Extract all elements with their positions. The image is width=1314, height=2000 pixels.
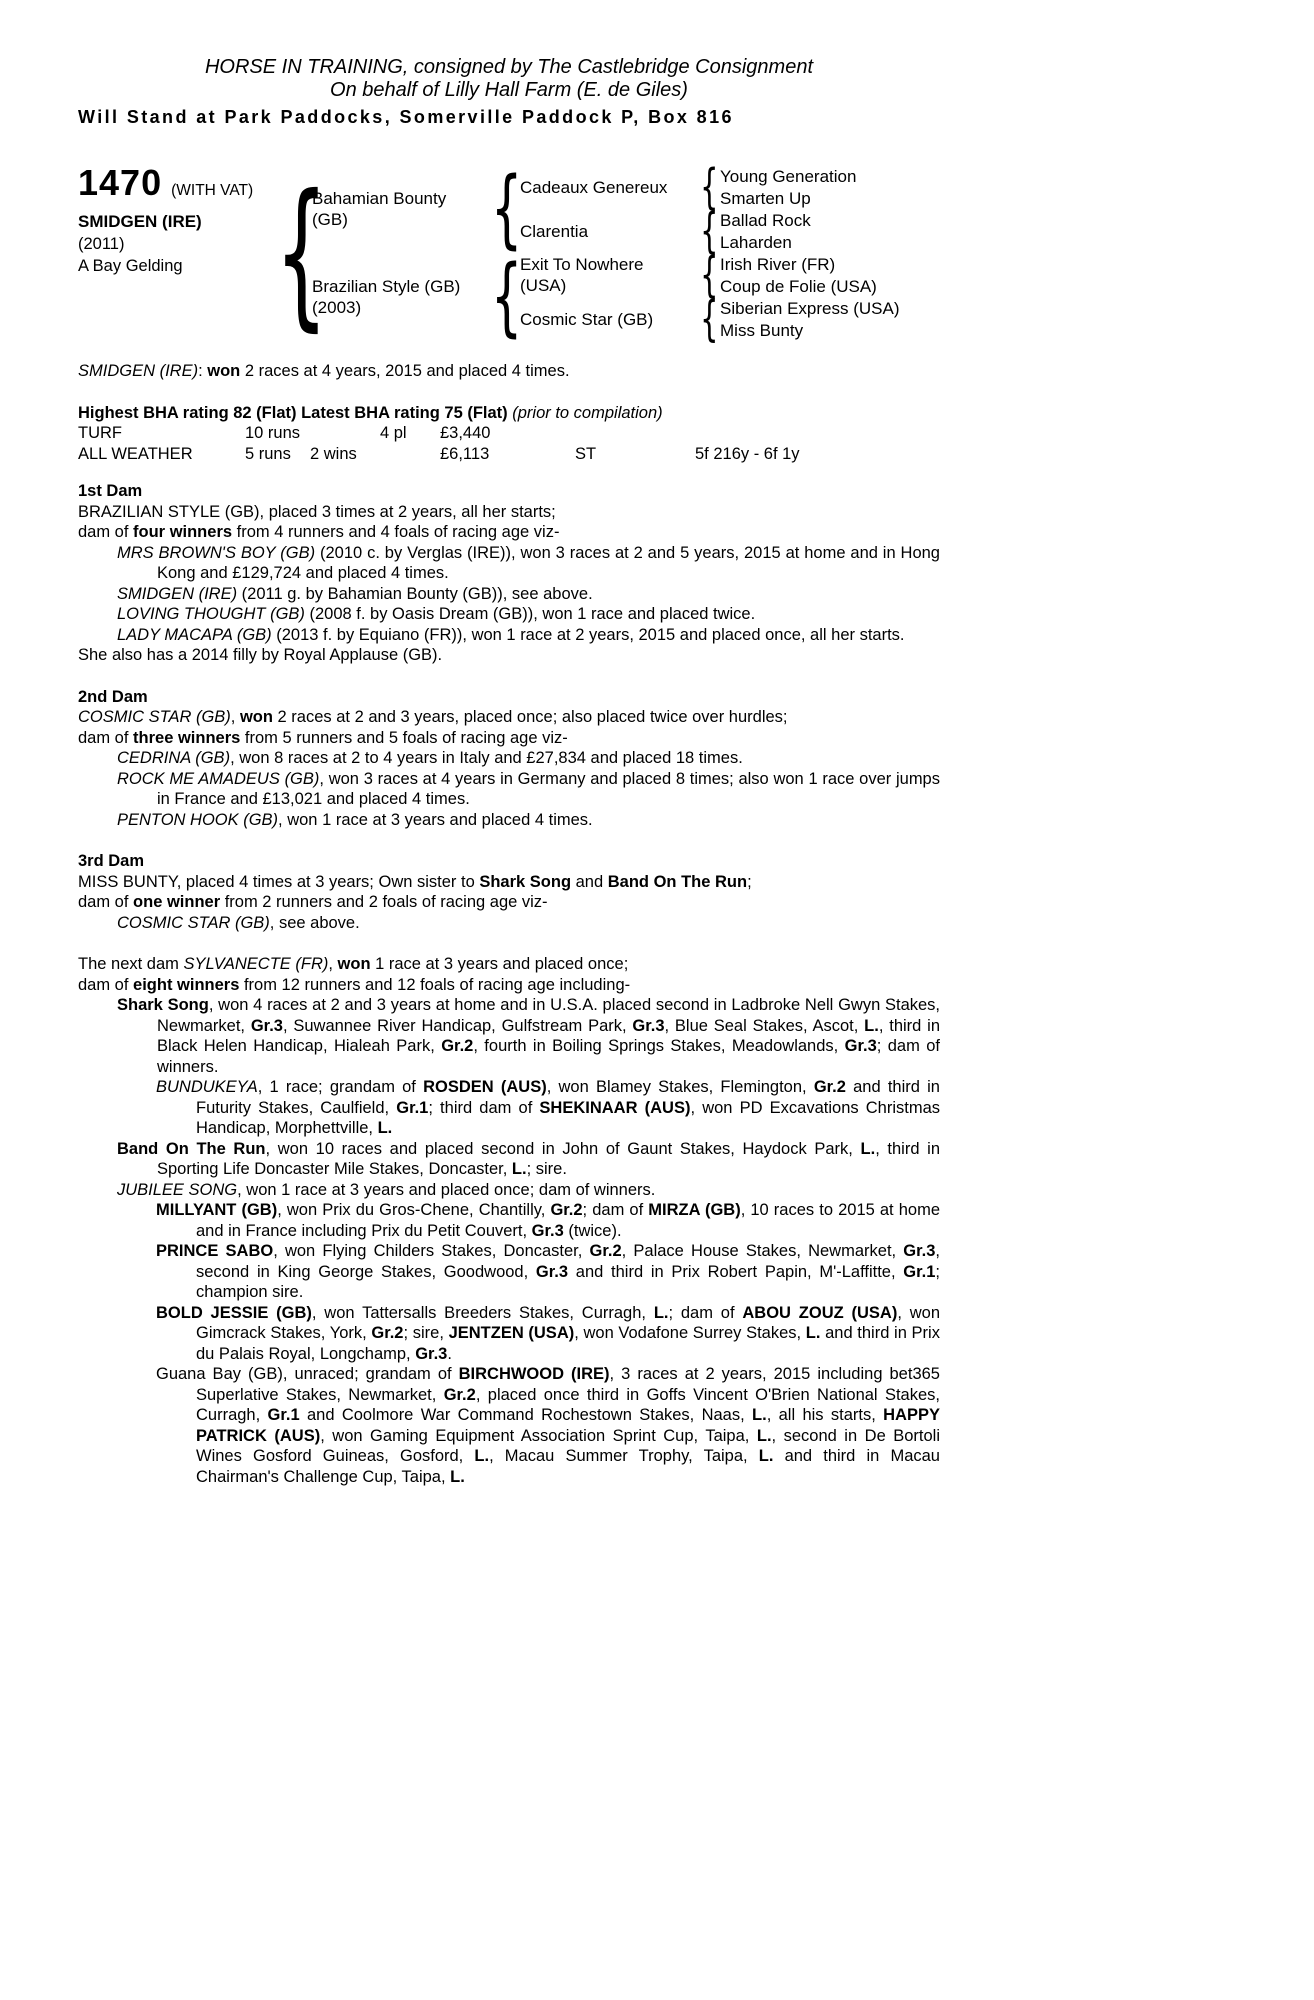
progeny-rock-me-amadeus: ROCK ME AMADEUS (GB), won 3 races at 4 years in Germany and placed 8 times; also won 1 race over jumps in France and £13,021 and placed 4 times.	[117, 769, 940, 808]
record-surface: ALL WEATHER	[78, 445, 193, 463]
dam-cell	[312, 276, 494, 318]
gen3-name: Ballad Rock	[720, 210, 811, 230]
heading-3rd-dam: 3rd Dam	[78, 852, 145, 870]
progeny-penton-hook: PENTON HOOK (GB), won 1 race at 3 years and placed 4 times.	[117, 810, 593, 829]
gen3-name: Miss Bunty	[720, 320, 804, 340]
descendant-millyant: MILLYANT (GB), won Prix du Gros-Chene, Chantilly, Gr.2; dam of MIRZA (GB), 10 races to 2015 at home and in France including Prix du Petit Couvert, Gr.3 (twice).	[156, 1201, 940, 1240]
lot-header	[78, 162, 940, 343]
dam-dam-cell: Cosmic Star (GB)	[520, 309, 654, 329]
horse-name: SMIDGEN (IRE)	[78, 211, 202, 231]
stand-location-line: Will Stand at Park Paddocks, Somerville Paddock P, Box 816	[78, 107, 734, 127]
progeny-cosmic-star: COSMIC STAR (GB), see above.	[117, 913, 360, 932]
bha-rating-line: Highest BHA rating 82 (Flat) Latest BHA rating 75 (Flat) (prior to compilation)	[78, 403, 663, 422]
gen3-name: Coup de Folie (USA)	[720, 276, 877, 296]
sire-suffix: (GB)	[312, 210, 348, 229]
descendant-shark-song: Shark Song, won 4 races at 2 and 3 years at home and in U.S.A. placed second in Ladbroke Nell Gwyn Stakes, Newmarket, Gr.3, Suwannee River Handicap, Gulfstream Park, Gr.3, Blue Seal Stakes, Ascot, L., third in Black Helen Handicap, Hialeah Park, Gr.2, fourth in Boiling Springs Stakes, Meadowlands, Gr.3; dam of winners.	[117, 996, 941, 1076]
consignor-line: HORSE IN TRAINING, consigned by The Castlebridge Consignment	[204, 56, 814, 78]
heading-2nd-dam: 2nd Dam	[78, 687, 148, 706]
record-placed	[380, 444, 440, 465]
pedigree-table	[290, 165, 900, 343]
next-dam-record: The next dam SYLVANECTE (FR), won 1 race at 3 years and placed once; dam of eight winners from 12 runners and 12 foals of racing age including-	[78, 955, 631, 994]
foaling-year: (2011)	[78, 234, 125, 253]
record-runs: 10 runs	[245, 424, 301, 442]
record-earnings: £3,440	[440, 424, 491, 442]
dam-sire-suffix: (USA)	[520, 276, 567, 295]
heading-1st-dam: 1st Dam	[78, 482, 143, 500]
record-placed: 4 pl	[380, 424, 407, 442]
sire-dam-cell: Clarentia	[520, 221, 589, 241]
dam-year: (2003)	[312, 298, 362, 317]
lot-number-row	[78, 162, 290, 203]
sire-cell	[312, 188, 494, 230]
pedigree-brace-sire	[494, 165, 520, 253]
record-st: ST	[575, 445, 597, 463]
progeny-loving-thought: LOVING THOUGHT (GB) (2008 f. by Oasis Dream (GB)), won 1 race and placed twice.	[117, 605, 756, 623]
gen3-name: Siberian Express (USA)	[720, 298, 900, 318]
horse-description: A Bay Gelding	[78, 256, 183, 275]
pedigree-brace-g3-4	[698, 297, 720, 341]
descendant-bold-jessie: BOLD JESSIE (GB), won Tattersalls Breeders Stakes, Curragh, L.; dam of ABOU ZOUZ (USA), won Gimcrack Stakes, York, Gr.2; sire, JENTZEN (USA), won Vodafone Surrey Stakes, L. and third in Prix du Palais Royal, Longchamp, Gr.3.	[156, 1303, 941, 1363]
gen3-name: Irish River (FR)	[720, 254, 836, 274]
progeny-lady-macapa: LADY MACAPA (GB) (2013 f. by Equiano (FR)), won 1 race at 2 years, 2015 and placed once, all her starts.	[117, 625, 905, 644]
record-runs: 5 runs	[245, 445, 291, 463]
dam-name: Brazilian Style (GB)	[312, 277, 461, 296]
record-st	[575, 423, 695, 444]
additional-foal-note: She also has a 2014 filly by Royal Applause (GB).	[78, 646, 443, 664]
dam-sire-name: Exit To Nowhere	[520, 255, 644, 274]
on-behalf-line: On behalf of Lilly Hall Farm (E. de Giles)	[330, 79, 688, 101]
descendant-band-on-the-run: Band On The Run, won 10 races and placed second in John of Gaunt Stakes, Haydock Park, L., third in Sporting Life Doncaster Mile Stakes, Doncaster, L.; sire.	[117, 1139, 941, 1178]
record-wins	[310, 423, 380, 444]
gen3-name: Smarten Up	[720, 188, 811, 208]
gen3-name: Young Generation	[720, 166, 857, 186]
lot-number: 1470	[78, 162, 163, 203]
record-wins: 2 wins	[310, 445, 357, 463]
descendant-bundukeya: BUNDUKEYA, 1 race; grandam of ROSDEN (AUS), won Blamey Stakes, Flemington, Gr.2 and third in Futurity Stakes, Caulfield, Gr.1; third dam of SHEKINAAR (AUS), won PD Excavations Christmas Handicap, Morphettville, L.	[156, 1078, 941, 1137]
record-earnings: £6,113	[440, 445, 490, 463]
descendant-jubilee-song: JUBILEE SONG, won 1 race at 3 years and placed once; dam of winners.	[117, 1180, 656, 1199]
race-summary: SMIDGEN (IRE): won 2 races at 4 years, 2015 and placed 4 times.	[78, 362, 570, 380]
descendant-prince-sabo: PRINCE SABO, won Flying Childers Stakes, Doncaster, Gr.2, Palace House Stakes, Newmarket, Gr.3, second in King George Stakes, Goodwood, Gr.3 and third in Prix Robert Papin, M'-Laffitte, Gr.1; champion sire.	[156, 1242, 940, 1301]
lot-info	[78, 162, 290, 343]
progeny-smidgen: SMIDGEN (IRE) (2011 g. by Bahamian Bounty (GB)), see above.	[117, 584, 593, 603]
record-distance	[695, 423, 940, 444]
first-dam-record: BRAZILIAN STYLE (GB), placed 3 times at 2 years, all her starts; dam of four winners from 4 runners and 4 foals of racing age viz-	[78, 502, 560, 541]
race-record-table	[78, 423, 940, 465]
record-distance: 5f 216y - 6f 1y	[695, 445, 800, 463]
progeny-mrs-browns-boy: MRS BROWN'S BOY (GB) (2010 c. by Verglas (IRE)), won 3 races at 2 and 5 years, 2015 at home and in Hong Kong and £129,724 and placed 4 times.	[117, 543, 940, 582]
dam-sire-cell	[520, 254, 698, 296]
descendant-guana-bay: Guana Bay (GB), unraced; grandam of BIRCHWOOD (IRE), 3 races at 2 years, 2015 including bet365 Superlative Stakes, Newmarket, Gr.2, placed once third in Goffs Vincent O'Brien National Stakes, Curragh, Gr.1 and Coolmore War Command Rochestown Stakes, Naas, L., all his starts, HAPPY PATRICK (AUS), won Gaming Equipment Association Sprint Cup, Taipa, L., second in De Bortoli Wines Gosford Guineas, Gosford, L., Macau Summer Trophy, Taipa, L. and third in Macau Chairman's Challenge Cup, Taipa, L.	[156, 1365, 941, 1486]
sire-sire-cell: Cadeaux Genereux	[520, 177, 668, 197]
pedigree-brace-dam	[494, 253, 520, 341]
record-surface: TURF	[78, 424, 122, 442]
third-dam-record: MISS BUNTY, placed 4 times at 3 years; Own sister to Shark Song and Band On The Run; dam of one winner from 2 runners and 2 foals of racing age viz-	[78, 872, 752, 911]
gen3-name: Laharden	[720, 232, 792, 252]
pedigree-brace-gen1	[290, 169, 312, 337]
sire-name: Bahamian Bounty	[312, 189, 447, 208]
progeny-cedrina: CEDRINA (GB), won 8 races at 2 to 4 years in Italy and £27,834 and placed 18 times.	[117, 749, 743, 767]
vat-note: (WITH VAT)	[171, 182, 254, 199]
second-dam-record: COSMIC STAR (GB), won 2 races at 2 and 3 years, placed once; also placed twice over hurdles; dam of three winners from 5 runners and 5 foals of racing age viz-	[78, 708, 788, 747]
